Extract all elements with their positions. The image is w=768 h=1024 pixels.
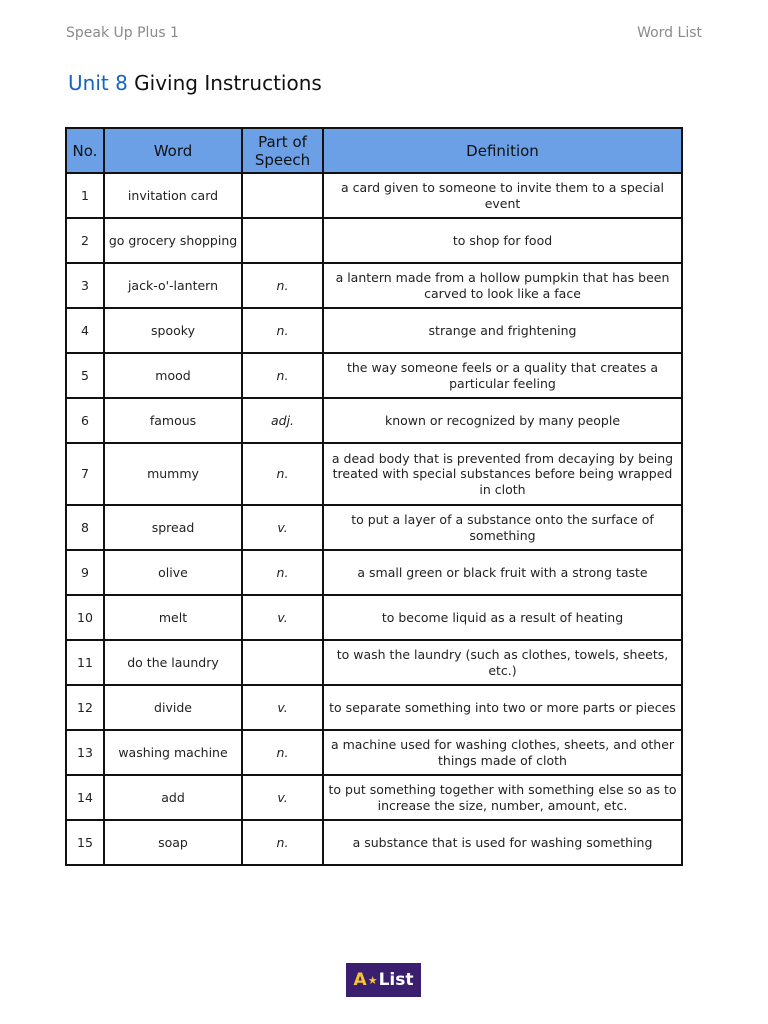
row-part-of-speech: n. xyxy=(242,308,323,353)
table-row xyxy=(66,263,682,308)
row-number: 13 xyxy=(66,730,104,775)
row-part-of-speech: v. xyxy=(242,595,323,640)
column-header-word: Word xyxy=(104,128,242,173)
row-part-of-speech xyxy=(242,218,323,263)
table-row xyxy=(66,640,682,685)
row-definition: the way someone feels or a quality that creates a particular feeling xyxy=(323,353,682,398)
row-word: melt xyxy=(104,595,242,640)
page-title xyxy=(68,71,322,95)
a-list-logo xyxy=(346,963,421,997)
row-word: washing machine xyxy=(104,730,242,775)
row-definition: a small green or black fruit with a strong taste xyxy=(323,550,682,595)
row-word: invitation card xyxy=(104,173,242,218)
row-number: 7 xyxy=(66,443,104,505)
row-number: 12 xyxy=(66,685,104,730)
row-number: 15 xyxy=(66,820,104,865)
table-row xyxy=(66,353,682,398)
unit-title: Giving Instructions xyxy=(134,71,322,95)
table-row xyxy=(66,550,682,595)
row-number: 10 xyxy=(66,595,104,640)
logo-letter: A xyxy=(353,970,367,990)
table-row xyxy=(66,308,682,353)
row-definition: strange and frightening xyxy=(323,308,682,353)
row-number: 5 xyxy=(66,353,104,398)
row-definition: to put something together with something else so as to increase the size, number, amount, etc. xyxy=(323,775,682,820)
book-title: Speak Up Plus 1 xyxy=(66,25,179,41)
table-row xyxy=(66,730,682,775)
row-number: 4 xyxy=(66,308,104,353)
column-header-definition: Definition xyxy=(323,128,682,173)
row-part-of-speech: n. xyxy=(242,263,323,308)
row-number: 11 xyxy=(66,640,104,685)
table-row xyxy=(66,775,682,820)
row-word: spread xyxy=(104,505,242,550)
table-row xyxy=(66,820,682,865)
row-definition: to separate something into two or more parts or pieces xyxy=(323,685,682,730)
row-definition: a card given to someone to invite them to a special event xyxy=(323,173,682,218)
row-definition: a lantern made from a hollow pumpkin that has been carved to look like a face xyxy=(323,263,682,308)
column-header-no: No. xyxy=(66,128,104,173)
table-row xyxy=(66,505,682,550)
table-row xyxy=(66,685,682,730)
row-definition: a substance that is used for washing something xyxy=(323,820,682,865)
row-number: 2 xyxy=(66,218,104,263)
row-part-of-speech: v. xyxy=(242,775,323,820)
row-definition: a dead body that is prevented from decaying by being treated with special substances before being wrapped in cloth xyxy=(323,443,682,505)
section-label: Word List xyxy=(637,25,702,41)
row-part-of-speech: n. xyxy=(242,820,323,865)
row-word: spooky xyxy=(104,308,242,353)
row-definition: to put a layer of a substance onto the surface of something xyxy=(323,505,682,550)
column-header-part-of-speech: Part of Speech xyxy=(242,128,323,173)
row-word: famous xyxy=(104,398,242,443)
row-definition: known or recognized by many people xyxy=(323,398,682,443)
row-part-of-speech: v. xyxy=(242,685,323,730)
word-list-table xyxy=(65,127,683,866)
row-part-of-speech: n. xyxy=(242,730,323,775)
row-number: 6 xyxy=(66,398,104,443)
row-word: go grocery shopping xyxy=(104,218,242,263)
row-number: 3 xyxy=(66,263,104,308)
row-number: 14 xyxy=(66,775,104,820)
row-number: 1 xyxy=(66,173,104,218)
row-definition: a machine used for washing clothes, sheets, and other things made of cloth xyxy=(323,730,682,775)
row-number: 8 xyxy=(66,505,104,550)
row-word: soap xyxy=(104,820,242,865)
row-word: divide xyxy=(104,685,242,730)
table-row xyxy=(66,218,682,263)
table-row xyxy=(66,595,682,640)
row-definition: to become liquid as a result of heating xyxy=(323,595,682,640)
unit-label: Unit 8 xyxy=(68,71,128,95)
row-word: add xyxy=(104,775,242,820)
row-word: jack-o'-lantern xyxy=(104,263,242,308)
row-word: mood xyxy=(104,353,242,398)
table-row xyxy=(66,443,682,505)
row-part-of-speech: n. xyxy=(242,550,323,595)
logo-text: List xyxy=(378,970,414,990)
row-word: do the laundry xyxy=(104,640,242,685)
table-row xyxy=(66,173,682,218)
row-part-of-speech: n. xyxy=(242,443,323,505)
row-part-of-speech: adj. xyxy=(242,398,323,443)
row-definition: to shop for food xyxy=(323,218,682,263)
row-part-of-speech: v. xyxy=(242,505,323,550)
row-part-of-speech: n. xyxy=(242,353,323,398)
star-icon: ★ xyxy=(367,973,378,987)
row-number: 9 xyxy=(66,550,104,595)
row-word: mummy xyxy=(104,443,242,505)
row-part-of-speech xyxy=(242,173,323,218)
table-header-row xyxy=(66,128,682,173)
row-word: olive xyxy=(104,550,242,595)
table-row xyxy=(66,398,682,443)
row-definition: to wash the laundry (such as clothes, towels, sheets, etc.) xyxy=(323,640,682,685)
row-part-of-speech xyxy=(242,640,323,685)
